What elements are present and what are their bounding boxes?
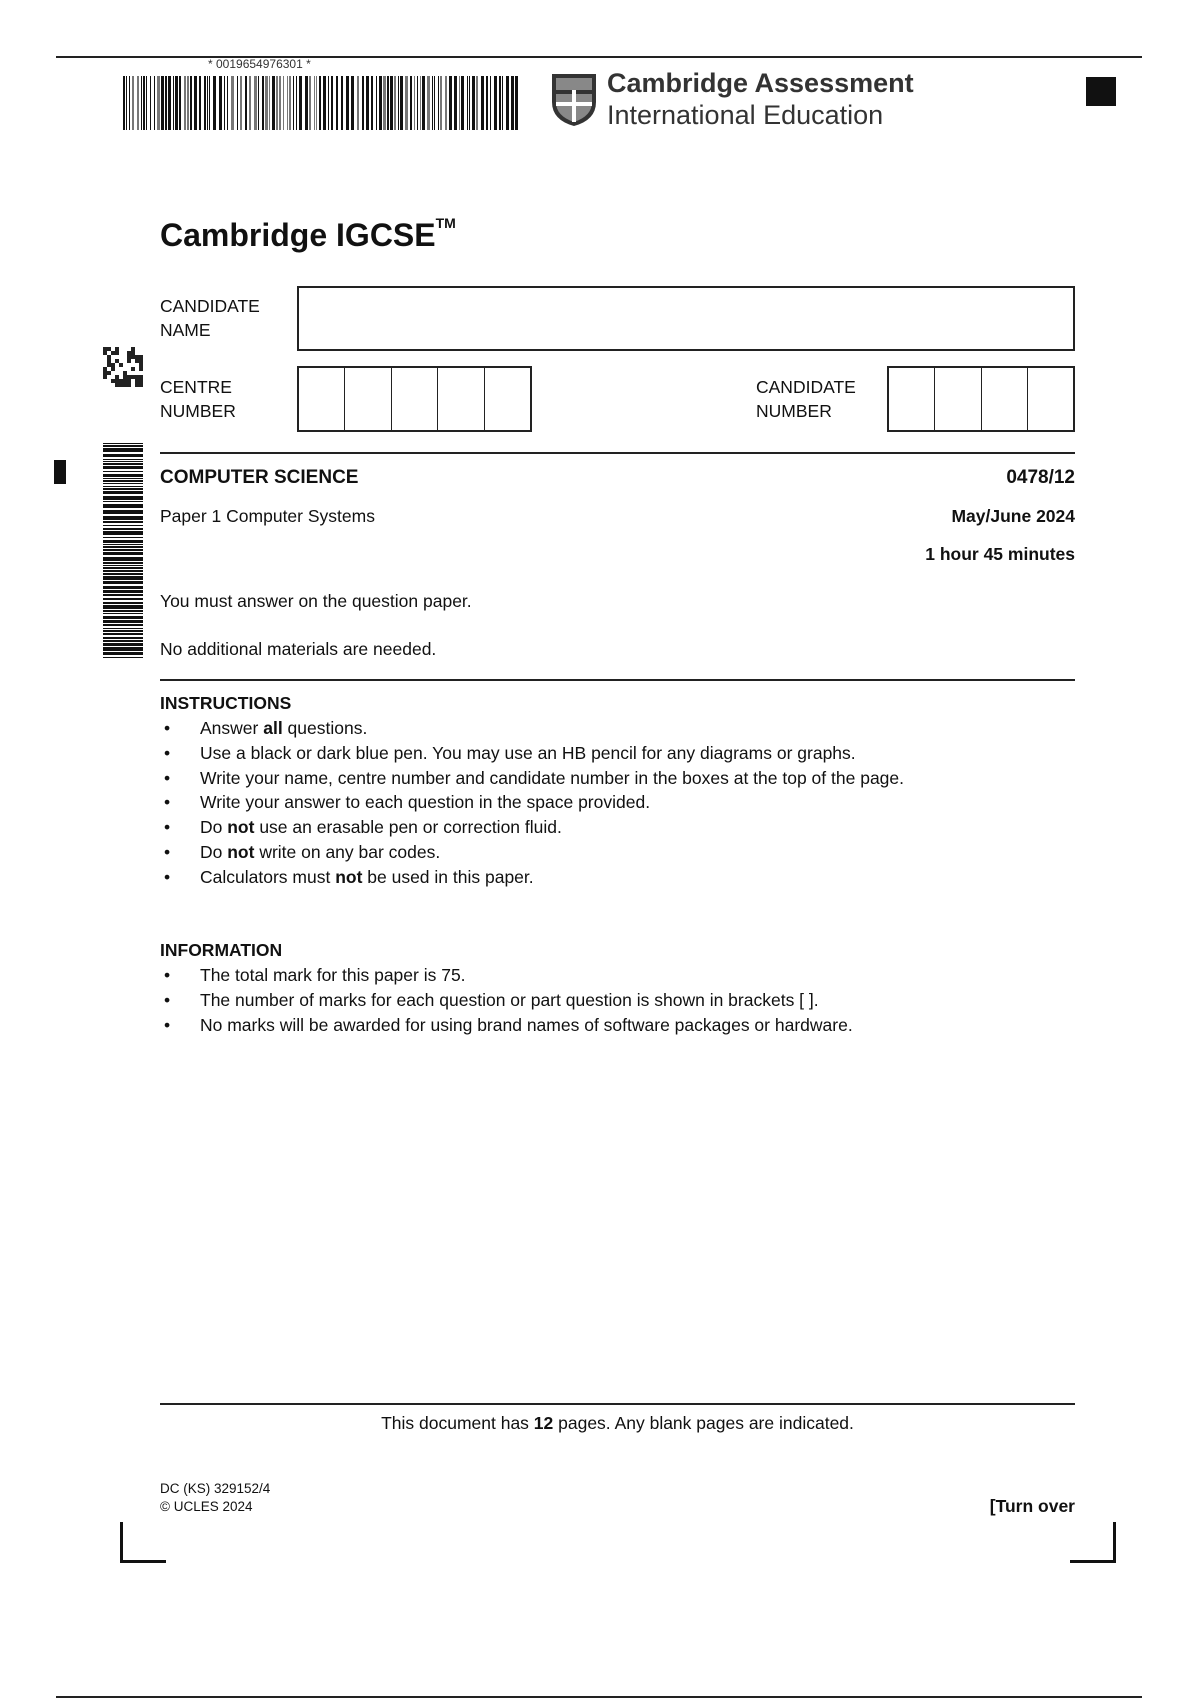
centre-number-input[interactable] bbox=[297, 366, 532, 432]
corner-mark-right bbox=[1070, 1522, 1116, 1563]
bullet: • bbox=[164, 842, 171, 862]
text: Calculators must bbox=[200, 866, 336, 887]
instructions-heading: INSTRUCTIONS bbox=[160, 693, 292, 713]
text: Write your answer to each question in the space provided. bbox=[200, 792, 651, 813]
text: Use a black or dark blue pen. You may use an HB pencil for any diagrams or graphs. bbox=[200, 742, 856, 763]
duration: 1 hour 45 minutes bbox=[925, 544, 1075, 564]
document-code: DC (KS) 329152/4 bbox=[160, 1481, 271, 1496]
turn-over: [Turn over bbox=[989, 1496, 1075, 1516]
instruction-text bbox=[200, 794, 650, 812]
registration-mark bbox=[1086, 77, 1116, 106]
emphasis: all bbox=[263, 718, 283, 738]
information-text: The number of marks for each question or part question is shown in brackets [ ]. bbox=[200, 989, 819, 1010]
candidate-number-label: CANDIDATE bbox=[756, 377, 856, 397]
bullet: • bbox=[164, 767, 171, 788]
paper-code: 0478/12 bbox=[1006, 467, 1075, 488]
divider bbox=[160, 679, 1075, 681]
emphasis: not bbox=[227, 842, 255, 862]
instruction-text bbox=[200, 866, 534, 887]
subject: COMPUTER SCIENCE bbox=[160, 467, 359, 488]
centre-number-label: CENTRE bbox=[160, 377, 232, 397]
corner-mark-left bbox=[120, 1522, 166, 1563]
information-text: No marks will be awarded for using brand names of software packages or hardware. bbox=[200, 1014, 853, 1035]
qr-code bbox=[103, 347, 143, 387]
candidate-name-label-2: NAME bbox=[160, 320, 211, 340]
divider bbox=[160, 452, 1075, 454]
emphasis: not bbox=[335, 866, 363, 887]
bullet: • bbox=[164, 989, 171, 1010]
page-count-note bbox=[0, 1415, 1200, 1433]
centre-number-label-2: NUMBER bbox=[160, 401, 236, 421]
text: use an erasable pen or correction fluid. bbox=[254, 817, 562, 838]
copyright: © UCLES 2024 bbox=[160, 1499, 253, 1514]
logo-line-2: International Education bbox=[607, 100, 884, 130]
instruction-text bbox=[200, 819, 562, 837]
qualification-text: Cambridge IGCSE bbox=[160, 217, 436, 253]
crest-logo-icon bbox=[550, 72, 598, 128]
bullet: • bbox=[164, 1014, 171, 1035]
candidate-name-label: CANDIDATE bbox=[160, 296, 260, 316]
paper-title: Paper 1 Computer Systems bbox=[160, 506, 375, 526]
divider bbox=[160, 1403, 1075, 1405]
instruction-text bbox=[200, 720, 367, 738]
bullet: • bbox=[164, 742, 171, 763]
qualification-title bbox=[160, 215, 456, 254]
bottom-border bbox=[56, 1696, 1142, 1698]
information-heading: INFORMATION bbox=[160, 940, 283, 960]
emphasis: not bbox=[227, 817, 255, 838]
instruction-text bbox=[200, 742, 856, 763]
text: Answer bbox=[200, 718, 264, 738]
page-count: 12 bbox=[533, 1413, 554, 1433]
instruction-text bbox=[200, 844, 440, 862]
vertical-barcode bbox=[103, 443, 143, 661]
text: write on any bar codes. bbox=[254, 842, 441, 862]
candidate-number-label-2: NUMBER bbox=[756, 401, 832, 421]
side-mark bbox=[54, 460, 66, 484]
trademark: TM bbox=[435, 215, 456, 231]
information-text: The total mark for this paper is 75. bbox=[200, 965, 466, 985]
text: questions. bbox=[282, 718, 368, 738]
barcode bbox=[123, 76, 523, 130]
bullet: • bbox=[164, 866, 171, 887]
bullet: • bbox=[164, 718, 171, 738]
bullet: • bbox=[164, 792, 171, 813]
logo-line-1: Cambridge Assessment bbox=[607, 68, 914, 98]
instruction-text bbox=[200, 767, 904, 788]
barcode-number: * 0019654976301 * bbox=[208, 57, 311, 71]
text: Do bbox=[200, 817, 228, 838]
note-pre: This document has bbox=[381, 1413, 534, 1433]
bullet: • bbox=[164, 965, 171, 985]
note-post: pages. Any blank pages are indicated. bbox=[553, 1413, 854, 1433]
candidate-number-input[interactable] bbox=[887, 366, 1075, 432]
text: Do bbox=[200, 842, 228, 862]
text: Write your name, centre number and candidate number in the boxes at the top of the page. bbox=[200, 767, 904, 788]
candidate-name-input[interactable] bbox=[297, 286, 1075, 351]
note-answer: You must answer on the question paper. bbox=[160, 591, 472, 611]
bullet: • bbox=[164, 817, 171, 838]
note-materials: No additional materials are needed. bbox=[160, 639, 437, 659]
session: May/June 2024 bbox=[951, 506, 1075, 526]
text: be used in this paper. bbox=[362, 866, 534, 887]
